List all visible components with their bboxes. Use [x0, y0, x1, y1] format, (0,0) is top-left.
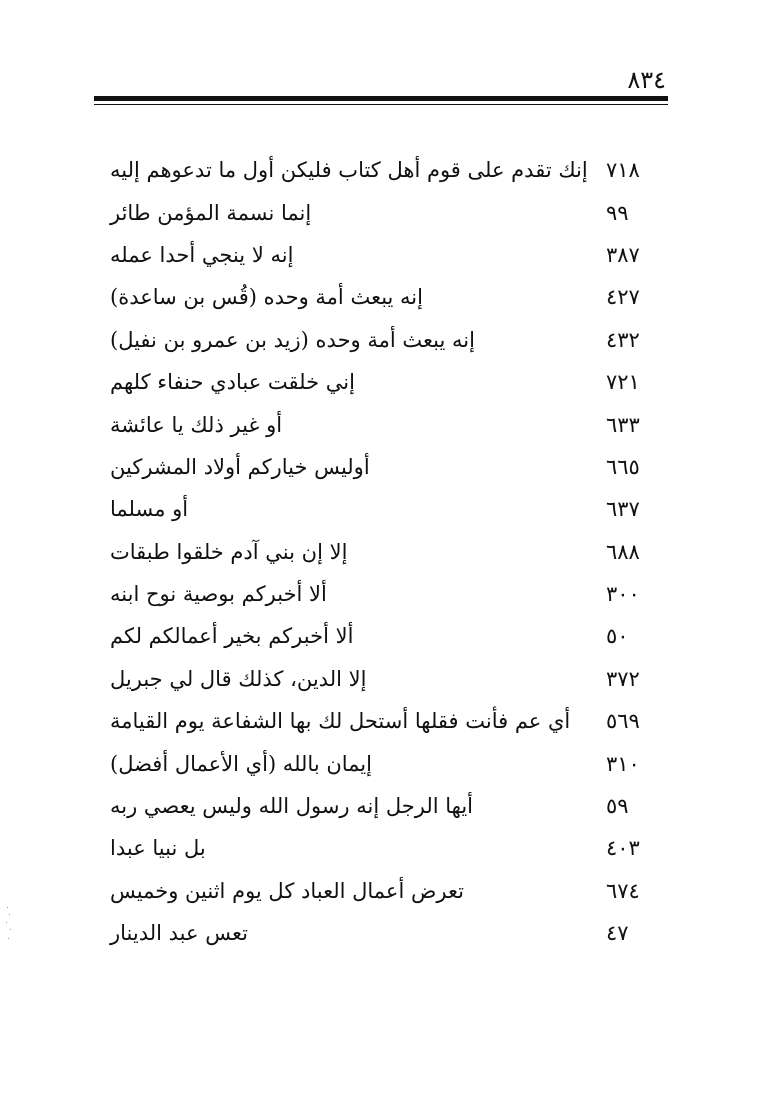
entry-page-number: ٦٨٨	[606, 539, 640, 564]
entry-text: أو مسلما	[110, 497, 189, 522]
index-row	[110, 446, 666, 488]
entry-text: إلا إن بني آدم خلقوا طبقات	[110, 539, 348, 564]
header-rule-thin	[94, 104, 668, 105]
entry-text: إنما نسمة المؤمن طائر	[110, 200, 312, 225]
entry-page-number: ٤٣٢	[606, 327, 640, 352]
index-row	[110, 573, 666, 615]
entry-page-number: ٣٨٧	[606, 242, 640, 267]
entry-page-number: ٤٠٣	[606, 836, 640, 861]
entry-text: تعس عبد الدينار	[110, 921, 248, 946]
entry-page-number: ٣٧٢	[606, 666, 640, 691]
index-row	[110, 700, 666, 742]
index-row	[110, 658, 666, 700]
entry-text: أو غير ذلك يا عائشة	[110, 412, 283, 437]
index-row	[110, 742, 666, 784]
index-row	[110, 827, 666, 869]
scan-speck	[8, 938, 9, 939]
scan-edge-specks	[6, 905, 12, 945]
entry-page-number: ٦٦٥	[606, 454, 640, 479]
entry-page-number: ٥٦٩	[606, 709, 640, 734]
entry-text: بل نبيا عبدا	[110, 836, 206, 861]
index-row	[110, 149, 666, 191]
entry-page-number: ٤٧	[606, 921, 629, 946]
index-row	[110, 870, 666, 912]
entry-text: إنه يبعث أمة وحده (قُس بن ساعدة)	[110, 285, 423, 310]
entry-text: إلا الدين، كذلك قال لي جبريل	[110, 666, 367, 691]
header-rule-thick	[94, 96, 668, 101]
scan-speck	[9, 914, 10, 915]
index-row	[110, 403, 666, 445]
page-number: ٨٣٤	[627, 66, 666, 94]
index-row	[110, 276, 666, 318]
index-list	[110, 149, 666, 954]
entry-text: تعرض أعمال العباد كل يوم اثنين وخميس	[110, 878, 464, 903]
index-row	[110, 488, 666, 530]
index-row	[110, 191, 666, 233]
entry-page-number: ٤٢٧	[606, 285, 640, 310]
entry-page-number: ٥٩	[606, 794, 629, 819]
entry-text: إيمان بالله (أي الأعمال أفضل)	[110, 751, 372, 776]
entry-page-number: ٣١٠	[606, 751, 640, 776]
entry-text: ألا أخبركم بوصية نوح ابنه	[110, 582, 327, 607]
entry-page-number: ٦٣٧	[606, 497, 640, 522]
entry-page-number: ٦٣٣	[606, 412, 640, 437]
entry-page-number: ٣٠٠	[606, 582, 640, 607]
entry-text: إني خلقت عبادي حنفاء كلهم	[110, 370, 355, 395]
scan-speck	[10, 929, 11, 930]
entry-text: إنك تقدم على قوم أهل كتاب فليكن أول ما تدعوهم إليه	[110, 158, 588, 183]
index-row	[110, 234, 666, 276]
index-row	[110, 361, 666, 403]
entry-page-number: ٦٧٤	[606, 878, 640, 903]
entry-text: إنه لا ينجي أحدا عمله	[110, 242, 294, 267]
entry-page-number: ٥٠	[606, 624, 629, 649]
index-row	[110, 319, 666, 361]
scan-speck	[7, 907, 8, 908]
index-row	[110, 531, 666, 573]
entry-text: أوليس خياركم أولاد المشركين	[110, 454, 370, 479]
entry-text: أيها الرجل إنه رسول الله وليس يعصي ربه	[110, 794, 473, 819]
entry-text: إنه يبعث أمة وحده (زيد بن عمرو بن نفيل)	[110, 327, 475, 352]
entry-page-number: ٧٢١	[606, 370, 640, 395]
scan-speck	[6, 922, 7, 923]
index-row	[110, 912, 666, 954]
index-row	[110, 785, 666, 827]
entry-text: أي عم فأنت فقلها أستحل لك بها الشفاعة يوم القيامة	[110, 709, 571, 734]
entry-page-number: ٩٩	[606, 200, 629, 225]
entry-page-number: ٧١٨	[606, 158, 640, 183]
index-row	[110, 615, 666, 657]
entry-text: ألا أخبركم بخير أعمالكم لكم	[110, 624, 354, 649]
